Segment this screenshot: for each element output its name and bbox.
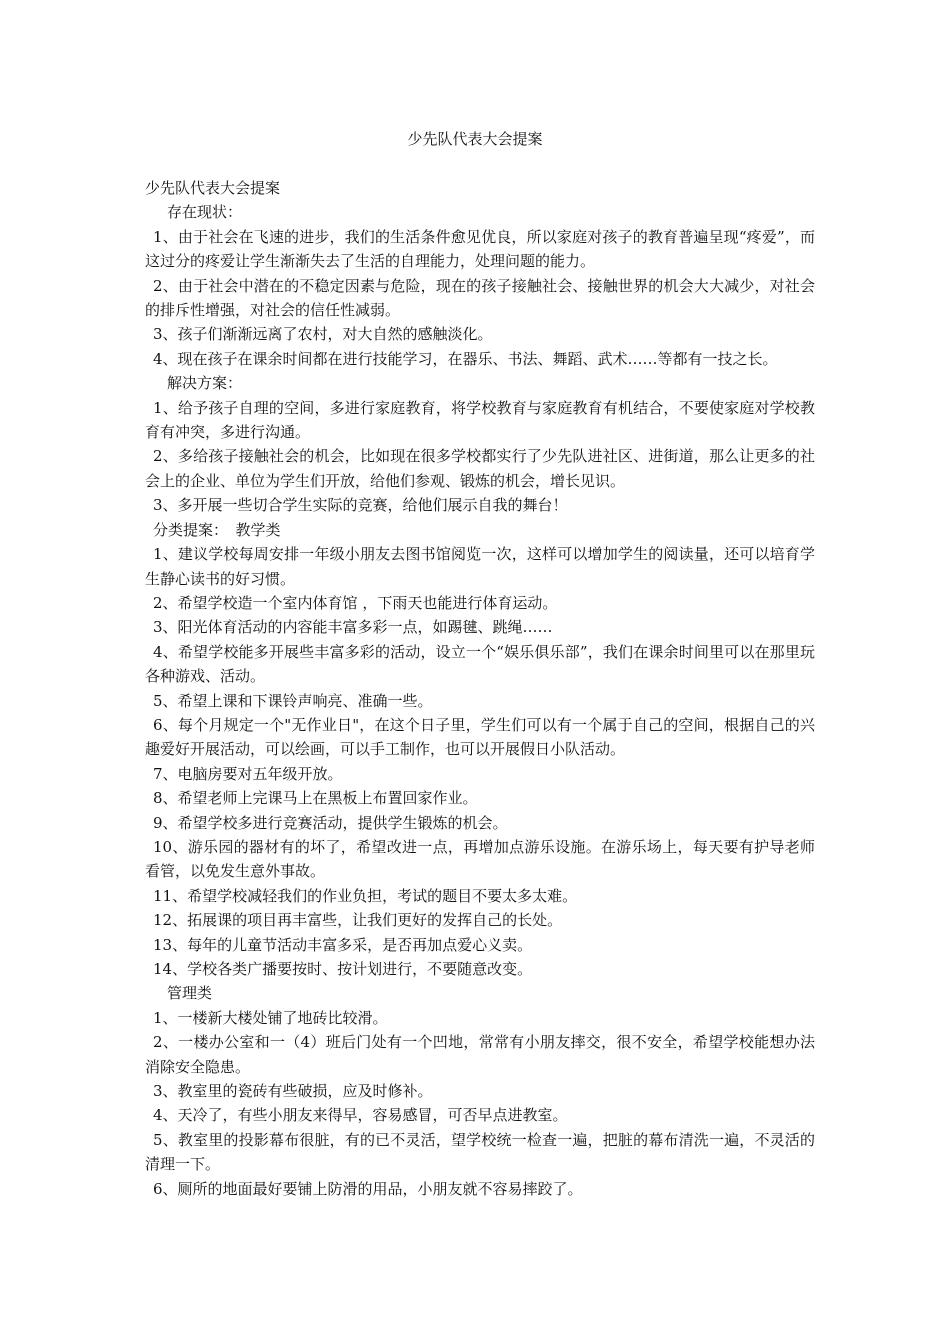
- doc-heading: 少先队代表大会提案: [145, 179, 281, 197]
- teaching-item: 4、希望学校能多开展些丰富多彩的活动，设立一个“娱乐俱乐部”，我们在课余时间里可以在那里玩各种游戏、活动。: [145, 642, 815, 686]
- management-item: 3、教室里的瓷砖有些破损，应及时修补。: [153, 1082, 433, 1101]
- status-item: 4、现在孩子在课余时间都在进行技能学习，在器乐、书法、舞蹈、武术……等都有一技之长。: [153, 349, 778, 368]
- teaching-item: 11、希望学校减轻我们的作业负担，考试的题目不要太多太难。: [153, 886, 578, 905]
- teaching-item: 14、学校各类广播要按时、按计划进行，不要随意改变。: [153, 960, 533, 978]
- status-heading: 存在现状：: [167, 203, 243, 222]
- teaching-item: 9、希望学校多进行竞赛活动，提供学生锻炼的机会。: [153, 813, 508, 832]
- management-item: 4、天冷了，有些小朋友来得早，容易感冒，可否早点进教室。: [153, 1106, 568, 1125]
- page-title: 少先队代表大会提案: [407, 130, 543, 148]
- status-item: 3、孩子们渐渐远离了农村，对大自然的感触淡化。: [153, 325, 493, 344]
- solution-item: 2、多给孩子接触社会的机会，比如现在很多学校都实行了少先队进社区、进街道，那么让更多的社会上的企业、单位为学生们开放，给他们参观、锻炼的机会，增长见识。: [145, 447, 815, 490]
- document-body: [145, 176, 815, 1201]
- status-item: 2、由于社会中潜在的不稳定因素与危险，现在的孩子接触社会、接触世界的机会大大减少，对社会的排斥性增强，对社会的信任性减弱。: [145, 276, 815, 320]
- teaching-item: 1、建议学校每周安排一年级小朋友去图书馆阅览一次，这样可以增加学生的阅读量，还可以培育学生静心读书的好习惯。: [145, 545, 815, 588]
- teaching-item: 3、阳光体育活动的内容能丰富多彩一点，如踢毽、跳绳……: [153, 618, 553, 637]
- solution-item: 3、多开展一些切合学生实际的竞赛，给他们展示自我的舞台！: [153, 496, 568, 515]
- teaching-item: 6、每个月规定一个"无作业日"，在这个日子里，学生们可以有一个属于自己的空间，根据自己的兴趣爱好开展活动，可以绘画，可以手工制作，也可以开展假日小队活动。: [145, 715, 815, 759]
- solution-heading: 解决方案：: [167, 374, 243, 393]
- teaching-item: 2、希望学校造一个室内体育馆 ，下雨天也能进行体育运动。: [153, 593, 558, 612]
- management-heading: 管理类: [167, 984, 213, 1003]
- solution-item: 1、给予孩子自理的空间，多进行家庭教育，将学校教育与家庭教育有机结合，不要使家庭对学校教育有冲突，多进行沟通。: [145, 398, 815, 442]
- management-item: 6、厕所的地面最好要铺上防滑的用品，小朋友就不容易摔跤了。: [153, 1179, 583, 1198]
- management-item: 5、教室里的投影幕布很脏，有的已不灵活，望学校统一检查一遍，把脏的幕布清洗一遍，不灵活的清理一下。: [145, 1130, 815, 1174]
- teaching-item: 10、游乐园的器材有的坏了，希望改进一点，再增加点游乐设施。在游乐场上，每天要有护导老师看管，以免发生意外事故。: [145, 837, 815, 881]
- management-item: 2、一楼办公室和一（4）班后门处有一个凹地，常常有小朋友摔交，很不安全，希望学校能想办法消除安全隐患。: [145, 1033, 815, 1076]
- teaching-item: 12、拓展课的项目再丰富些，让我们更好的发挥自己的长处。: [153, 911, 563, 930]
- teaching-item: 5、希望上课和下课铃声响亮、准确一些。: [153, 691, 433, 710]
- teaching-item: 8、希望老师上完课马上在黑板上布置回家作业。: [153, 789, 478, 808]
- teaching-item: 13、每年的儿童节活动丰富多采，是否再加点爱心义卖。: [153, 935, 533, 954]
- management-item: 1、一楼新大楼处铺了地砖比较滑。: [153, 1008, 388, 1027]
- status-item: 1、由于社会在飞速的进步，我们的生活条件愈见优良，所以家庭对孩子的教育普遍呈现“疼爱”，而这过分的疼爱让学生渐渐失去了生活的自理能力，处理问题的能力。: [145, 227, 815, 271]
- category-heading: 分类提案： 教学类: [153, 520, 281, 539]
- teaching-item: 7、电脑房要对五年级开放。: [153, 764, 343, 783]
